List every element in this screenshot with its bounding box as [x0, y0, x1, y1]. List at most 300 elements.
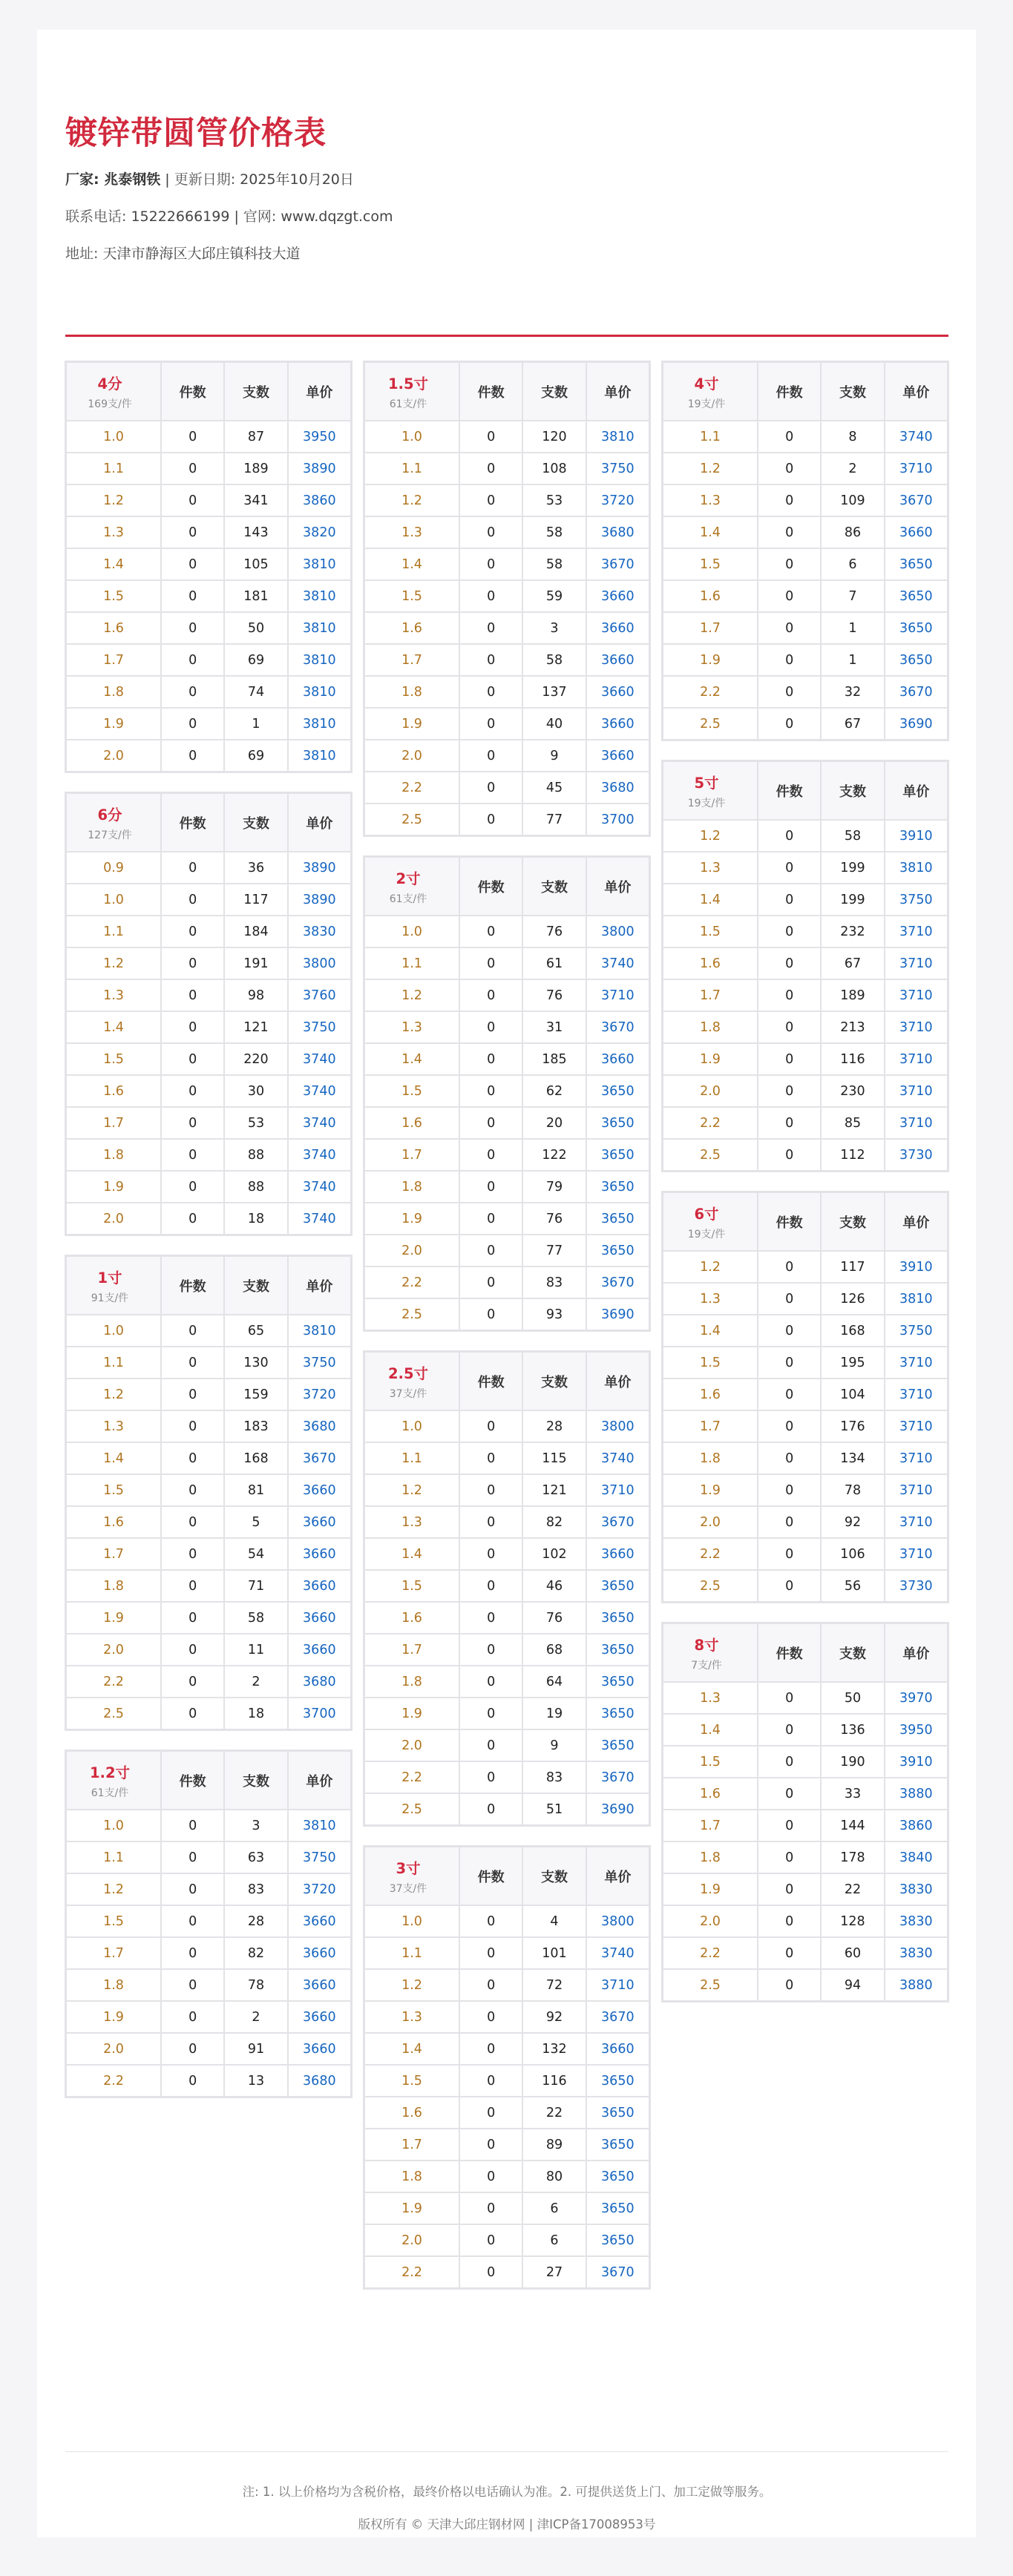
thickness-cell: 1.3 — [66, 516, 161, 548]
table-row — [663, 1107, 948, 1139]
table-row — [663, 1283, 948, 1315]
table-row — [364, 548, 649, 580]
column-header: 件数 — [161, 1751, 224, 1810]
price-cell: 3830 — [885, 1905, 948, 1937]
pieces-cell: 78 — [821, 1474, 884, 1506]
bundles-cell: 0 — [459, 1266, 522, 1298]
pieces-cell: 81 — [224, 1474, 287, 1506]
column-header: 单价 — [288, 793, 351, 852]
pieces-cell: 98 — [224, 979, 287, 1011]
pieces-cell: 4 — [522, 1905, 586, 1937]
thickness-cell: 1.9 — [364, 1698, 459, 1729]
table-row — [364, 2224, 649, 2256]
price-cell: 3650 — [586, 1235, 649, 1266]
price-cell: 3740 — [288, 1107, 351, 1139]
thickness-cell: 1.4 — [663, 1315, 758, 1347]
bundles-cell: 0 — [459, 772, 522, 804]
thickness-cell: 1.1 — [364, 1442, 459, 1474]
table-header-row — [66, 1751, 351, 1810]
pieces-cell: 58 — [522, 548, 586, 580]
table-row — [663, 947, 948, 979]
size-header — [364, 362, 459, 421]
table-row — [364, 1793, 649, 1825]
price-cell: 3680 — [586, 516, 649, 548]
thickness-cell: 2.2 — [663, 1538, 758, 1570]
thickness-cell: 2.2 — [364, 2256, 459, 2288]
thickness-cell: 1.4 — [66, 548, 161, 580]
bundles-cell: 0 — [758, 1778, 821, 1810]
bundles-cell: 0 — [758, 852, 821, 884]
price-cell: 3710 — [885, 916, 948, 947]
column-header: 单价 — [885, 761, 948, 820]
table-header-row — [364, 1847, 649, 1905]
column-header: 单价 — [288, 1256, 351, 1315]
bundles-cell: 0 — [459, 2192, 522, 2224]
bundles-cell: 0 — [758, 820, 821, 852]
column-header: 支数 — [522, 857, 586, 916]
price-cell: 3890 — [288, 884, 351, 916]
table-row — [663, 612, 948, 644]
pieces-cell: 60 — [821, 1937, 884, 1969]
table-row — [663, 484, 948, 516]
pieces-cell: 83 — [522, 1761, 586, 1793]
thickness-cell: 0.9 — [66, 852, 161, 884]
bundles-cell: 0 — [161, 1602, 224, 1634]
table-row — [364, 1937, 649, 1969]
pieces-cell: 80 — [522, 2161, 586, 2192]
column-header: 单价 — [288, 1751, 351, 1810]
separator: | — [160, 171, 174, 188]
price-cell: 3710 — [885, 1043, 948, 1075]
thickness-cell: 1.3 — [663, 852, 758, 884]
pieces-cell: 58 — [522, 644, 586, 676]
pieces-cell: 8 — [821, 421, 884, 453]
table-row — [663, 1810, 948, 1841]
table-row — [364, 1506, 649, 1538]
thickness-cell: 1.6 — [66, 612, 161, 644]
thickness-cell: 2.2 — [663, 1107, 758, 1139]
bundles-cell: 0 — [161, 421, 224, 453]
pieces-cell: 115 — [522, 1442, 586, 1474]
thickness-cell: 1.1 — [663, 421, 758, 453]
bundles-cell: 0 — [161, 1634, 224, 1666]
pieces-cell: 67 — [821, 947, 884, 979]
pieces-cell: 88 — [224, 1171, 287, 1203]
thickness-cell: 1.7 — [364, 1139, 459, 1171]
pieces-cell: 76 — [522, 1602, 586, 1634]
table-row — [364, 947, 649, 979]
bundles-cell: 0 — [459, 484, 522, 516]
table-row — [663, 453, 948, 484]
site-link[interactable]: www.dqzgt.com — [281, 208, 393, 225]
pieces-cell: 116 — [522, 2065, 586, 2097]
pieces-cell: 58 — [821, 820, 884, 852]
column-header: 支数 — [522, 1352, 586, 1410]
pieces-cell: 58 — [224, 1602, 287, 1634]
thickness-cell: 2.2 — [663, 1937, 758, 1969]
bundles-cell: 0 — [161, 1315, 224, 1347]
price-cell: 3650 — [586, 1570, 649, 1602]
pieces-cell: 76 — [522, 1203, 586, 1235]
bundles-cell: 0 — [758, 1538, 821, 1570]
bundles-cell: 0 — [459, 1969, 522, 2001]
table-row — [663, 979, 948, 1011]
price-cell: 3970 — [885, 1682, 948, 1714]
bundles-cell: 0 — [758, 1410, 821, 1442]
table-row — [66, 740, 351, 772]
thickness-cell: 1.9 — [663, 1043, 758, 1075]
thickness-cell: 2.2 — [66, 2065, 161, 2097]
price-cell: 3660 — [288, 1474, 351, 1506]
price-sheet — [37, 30, 976, 2537]
table-row — [663, 1937, 948, 1969]
pieces-cell: 121 — [224, 1011, 287, 1043]
table-row — [663, 1251, 948, 1283]
price-cell: 3650 — [586, 1171, 649, 1203]
pieces-cell: 213 — [821, 1011, 884, 1043]
bundles-cell: 0 — [758, 612, 821, 644]
bundles-cell: 0 — [161, 1570, 224, 1602]
price-cell: 3710 — [586, 979, 649, 1011]
maker-name: 兆泰钢铁 — [104, 171, 161, 188]
thickness-cell: 2.5 — [663, 1969, 758, 2001]
bundles-cell: 0 — [161, 916, 224, 947]
address-row — [65, 243, 948, 264]
thickness-cell: 1.0 — [66, 421, 161, 453]
table-row — [663, 1442, 948, 1474]
phone-number[interactable]: 15222666199 — [131, 208, 230, 225]
address-text: 天津市静海区大邱庄镇科技大道 — [102, 246, 301, 262]
size-header — [663, 761, 758, 820]
table-row — [66, 1698, 351, 1729]
price-cell: 3810 — [288, 708, 351, 740]
thickness-cell: 2.0 — [364, 740, 459, 772]
pieces-cell: 184 — [224, 916, 287, 947]
pieces-cell: 104 — [821, 1379, 884, 1410]
thickness-cell: 1.8 — [66, 1969, 161, 2001]
pieces-cell: 181 — [224, 580, 287, 612]
bundles-cell: 0 — [161, 1075, 224, 1107]
thickness-cell: 2.5 — [663, 708, 758, 740]
bundles-cell: 0 — [161, 1203, 224, 1235]
thickness-cell: 2.0 — [364, 1729, 459, 1761]
thickness-cell: 1.3 — [364, 1506, 459, 1538]
thickness-cell: 1.2 — [364, 1969, 459, 2001]
thickness-cell: 2.2 — [66, 1666, 161, 1698]
table-row — [66, 484, 351, 516]
table-row — [66, 1442, 351, 1474]
site-label: 官网: — [243, 208, 281, 225]
pieces-cell: 83 — [224, 1873, 287, 1905]
bundles-cell: 0 — [459, 548, 522, 580]
column-header: 件数 — [758, 1623, 821, 1682]
thickness-cell: 1.2 — [364, 979, 459, 1011]
thickness-cell: 2.0 — [66, 2033, 161, 2065]
bundles-cell: 0 — [459, 1410, 522, 1442]
table-row — [364, 2192, 649, 2224]
table-row — [364, 1298, 649, 1330]
thickness-cell: 1.9 — [663, 1873, 758, 1905]
pieces-cell: 54 — [224, 1538, 287, 1570]
pieces-per-bundle: 7支/件 — [691, 1659, 722, 1672]
thickness-cell: 1.6 — [364, 612, 459, 644]
bundles-cell: 0 — [758, 580, 821, 612]
bundles-cell: 0 — [758, 1474, 821, 1506]
table-row — [663, 1474, 948, 1506]
pipe-size: 2.5寸 37支/件 — [376, 1362, 441, 1401]
pieces-cell: 137 — [522, 676, 586, 708]
price-cell: 3690 — [586, 1793, 649, 1825]
table-row — [364, 1107, 649, 1139]
bundles-cell: 0 — [459, 2256, 522, 2288]
pieces-per-bundle: 127支/件 — [88, 829, 132, 841]
thickness-cell: 1.3 — [364, 1011, 459, 1043]
table-row — [364, 1969, 649, 2001]
table-row — [364, 1235, 649, 1266]
size-header — [663, 1192, 758, 1251]
thickness-cell: 1.6 — [663, 1379, 758, 1410]
bundles-cell: 0 — [459, 1075, 522, 1107]
table-row — [663, 1682, 948, 1714]
bundles-cell: 0 — [758, 1937, 821, 1969]
pieces-cell: 82 — [522, 1506, 586, 1538]
table-row — [663, 708, 948, 740]
pieces-cell: 2 — [821, 453, 884, 484]
bundles-cell: 0 — [758, 676, 821, 708]
price-cell: 3740 — [288, 1171, 351, 1203]
bundles-cell: 0 — [161, 1841, 224, 1873]
thickness-cell: 1.3 — [663, 1682, 758, 1714]
bundles-cell: 0 — [161, 708, 224, 740]
bundles-cell: 0 — [459, 2129, 522, 2161]
bundles-cell: 0 — [161, 1442, 224, 1474]
table-row — [364, 772, 649, 804]
table-row — [66, 884, 351, 916]
price-cell: 3740 — [288, 1139, 351, 1171]
table-row — [663, 1347, 948, 1379]
pieces-cell: 126 — [821, 1283, 884, 1315]
table-row — [66, 1043, 351, 1075]
thickness-cell: 1.4 — [364, 548, 459, 580]
table-row — [66, 1538, 351, 1570]
table-row — [364, 804, 649, 835]
bundles-cell: 0 — [459, 740, 522, 772]
thickness-cell: 2.0 — [364, 2224, 459, 2256]
thickness-cell: 1.1 — [364, 453, 459, 484]
bundles-cell: 0 — [161, 1937, 224, 1969]
thickness-cell: 1.0 — [66, 1810, 161, 1841]
thickness-cell: 1.9 — [364, 708, 459, 740]
price-cell: 3810 — [586, 421, 649, 453]
thickness-cell: 1.0 — [364, 916, 459, 947]
pieces-cell: 40 — [522, 708, 586, 740]
updated-label: 更新日期: — [174, 171, 240, 188]
price-table — [364, 1351, 650, 1826]
thickness-cell: 1.8 — [66, 1570, 161, 1602]
thickness-cell: 1.4 — [663, 1714, 758, 1746]
pieces-cell: 63 — [224, 1841, 287, 1873]
price-cell: 3800 — [586, 916, 649, 947]
address-label: 地址: — [65, 246, 103, 262]
table-row — [663, 580, 948, 612]
table-row — [66, 1011, 351, 1043]
table-row — [364, 453, 649, 484]
table-row — [364, 1729, 649, 1761]
bundles-cell: 0 — [161, 2001, 224, 2033]
table-row — [663, 820, 948, 852]
table-header-row — [663, 761, 948, 820]
table-row — [364, 2065, 649, 2097]
column-header: 单价 — [885, 1623, 948, 1682]
thickness-cell: 1.2 — [66, 1873, 161, 1905]
table-row — [66, 979, 351, 1011]
bundles-cell: 0 — [459, 2161, 522, 2192]
pieces-cell: 27 — [522, 2256, 586, 2288]
bundles-cell: 0 — [459, 1634, 522, 1666]
bundles-cell: 0 — [161, 580, 224, 612]
bundles-cell: 0 — [758, 484, 821, 516]
table-header-row — [66, 362, 351, 421]
footer — [65, 2451, 948, 2532]
column-header: 支数 — [821, 1623, 884, 1682]
bundles-cell: 0 — [459, 1698, 522, 1729]
table-row — [364, 916, 649, 947]
price-cell: 3660 — [885, 516, 948, 548]
price-cell: 3670 — [885, 676, 948, 708]
pieces-cell: 69 — [224, 644, 287, 676]
bundles-cell: 0 — [758, 421, 821, 453]
pieces-cell: 168 — [224, 1442, 287, 1474]
bundles-cell: 0 — [758, 947, 821, 979]
table-row — [663, 1075, 948, 1107]
table-row — [364, 2097, 649, 2129]
table-row — [66, 1602, 351, 1634]
bundles-cell: 0 — [459, 516, 522, 548]
thickness-cell: 2.0 — [663, 1075, 758, 1107]
price-cell: 3810 — [288, 676, 351, 708]
table-row — [364, 2161, 649, 2192]
bundles-cell: 0 — [758, 1810, 821, 1841]
thickness-cell: 1.3 — [364, 516, 459, 548]
pieces-cell: 71 — [224, 1570, 287, 1602]
bundles-cell: 0 — [161, 1698, 224, 1729]
pieces-cell: 68 — [522, 1634, 586, 1666]
price-table — [364, 361, 650, 836]
price-cell: 3860 — [288, 484, 351, 516]
thickness-cell: 1.9 — [364, 1203, 459, 1235]
pieces-cell: 3 — [522, 612, 586, 644]
pieces-cell: 230 — [821, 1075, 884, 1107]
thickness-cell: 1.6 — [66, 1075, 161, 1107]
bundles-cell: 0 — [758, 1283, 821, 1315]
price-cell: 3650 — [586, 1203, 649, 1235]
pieces-cell: 22 — [522, 2097, 586, 2129]
price-cell: 3710 — [586, 1474, 649, 1506]
column-header: 件数 — [758, 1192, 821, 1251]
bundles-cell: 0 — [459, 1043, 522, 1075]
table-row — [364, 516, 649, 548]
price-cell: 3650 — [586, 1666, 649, 1698]
pieces-cell: 3 — [224, 1810, 287, 1841]
bundles-cell: 0 — [459, 1729, 522, 1761]
pieces-per-bundle: 19支/件 — [687, 398, 726, 410]
price-cell: 3670 — [586, 1266, 649, 1298]
column-header: 件数 — [758, 362, 821, 421]
price-cell: 3700 — [586, 804, 649, 835]
pieces-cell: 159 — [224, 1379, 287, 1410]
pieces-cell: 28 — [224, 1905, 287, 1937]
price-cell: 3660 — [586, 676, 649, 708]
table-row — [663, 644, 948, 676]
price-cell: 3660 — [586, 580, 649, 612]
thickness-cell: 1.2 — [66, 947, 161, 979]
price-cell: 3740 — [586, 1937, 649, 1969]
thickness-cell: 1.7 — [663, 979, 758, 1011]
bundles-cell: 0 — [459, 1474, 522, 1506]
thickness-cell: 1.2 — [66, 1379, 161, 1410]
table-header-row — [66, 793, 351, 852]
table-row — [364, 1043, 649, 1075]
column-header: 件数 — [459, 1847, 522, 1905]
bundles-cell: 0 — [758, 516, 821, 548]
table-row — [663, 1778, 948, 1810]
price-cell: 3670 — [586, 1506, 649, 1538]
pieces-cell: 36 — [224, 852, 287, 884]
table-row — [364, 1698, 649, 1729]
bundles-cell: 0 — [161, 947, 224, 979]
bundles-cell: 0 — [161, 644, 224, 676]
table-row — [66, 916, 351, 947]
pieces-cell: 33 — [821, 1778, 884, 1810]
size-header — [66, 362, 161, 421]
price-cell: 3650 — [586, 1698, 649, 1729]
pieces-cell: 64 — [522, 1666, 586, 1698]
pieces-cell: 92 — [821, 1506, 884, 1538]
price-cell: 3690 — [885, 708, 948, 740]
thickness-cell: 1.6 — [663, 1778, 758, 1810]
thickness-cell: 1.2 — [364, 484, 459, 516]
price-cell: 3890 — [288, 453, 351, 484]
pieces-cell: 94 — [821, 1969, 884, 2001]
bundles-cell: 0 — [459, 1298, 522, 1330]
table-row — [364, 2256, 649, 2288]
price-table — [662, 760, 948, 1172]
thickness-cell: 1.9 — [66, 2001, 161, 2033]
pieces-cell: 82 — [224, 1937, 287, 1969]
price-cell: 3660 — [586, 644, 649, 676]
table-row — [66, 2001, 351, 2033]
pieces-cell: 7 — [821, 580, 884, 612]
header-divider — [65, 335, 948, 337]
pieces-cell: 178 — [821, 1841, 884, 1873]
bundles-cell: 0 — [459, 1011, 522, 1043]
table-row — [66, 1937, 351, 1969]
table-row — [364, 1570, 649, 1602]
price-cell: 3710 — [885, 1075, 948, 1107]
price-cell: 3750 — [885, 884, 948, 916]
price-cell: 3660 — [288, 1570, 351, 1602]
phone-label: 联系电话: — [65, 208, 131, 225]
footer-note: 注: 1. 以上价格均为含税价格，最终价格以电话确认为准。2. 可提供送货上门、加工定做等服务。 — [242, 2485, 772, 2499]
price-cell: 3800 — [586, 1410, 649, 1442]
bundles-cell: 0 — [758, 644, 821, 676]
price-table — [662, 361, 948, 740]
thickness-cell: 1.4 — [66, 1011, 161, 1043]
table-row — [66, 1506, 351, 1538]
price-cell: 3760 — [288, 979, 351, 1011]
price-cell: 3740 — [288, 1075, 351, 1107]
bundles-cell: 0 — [459, 1761, 522, 1793]
